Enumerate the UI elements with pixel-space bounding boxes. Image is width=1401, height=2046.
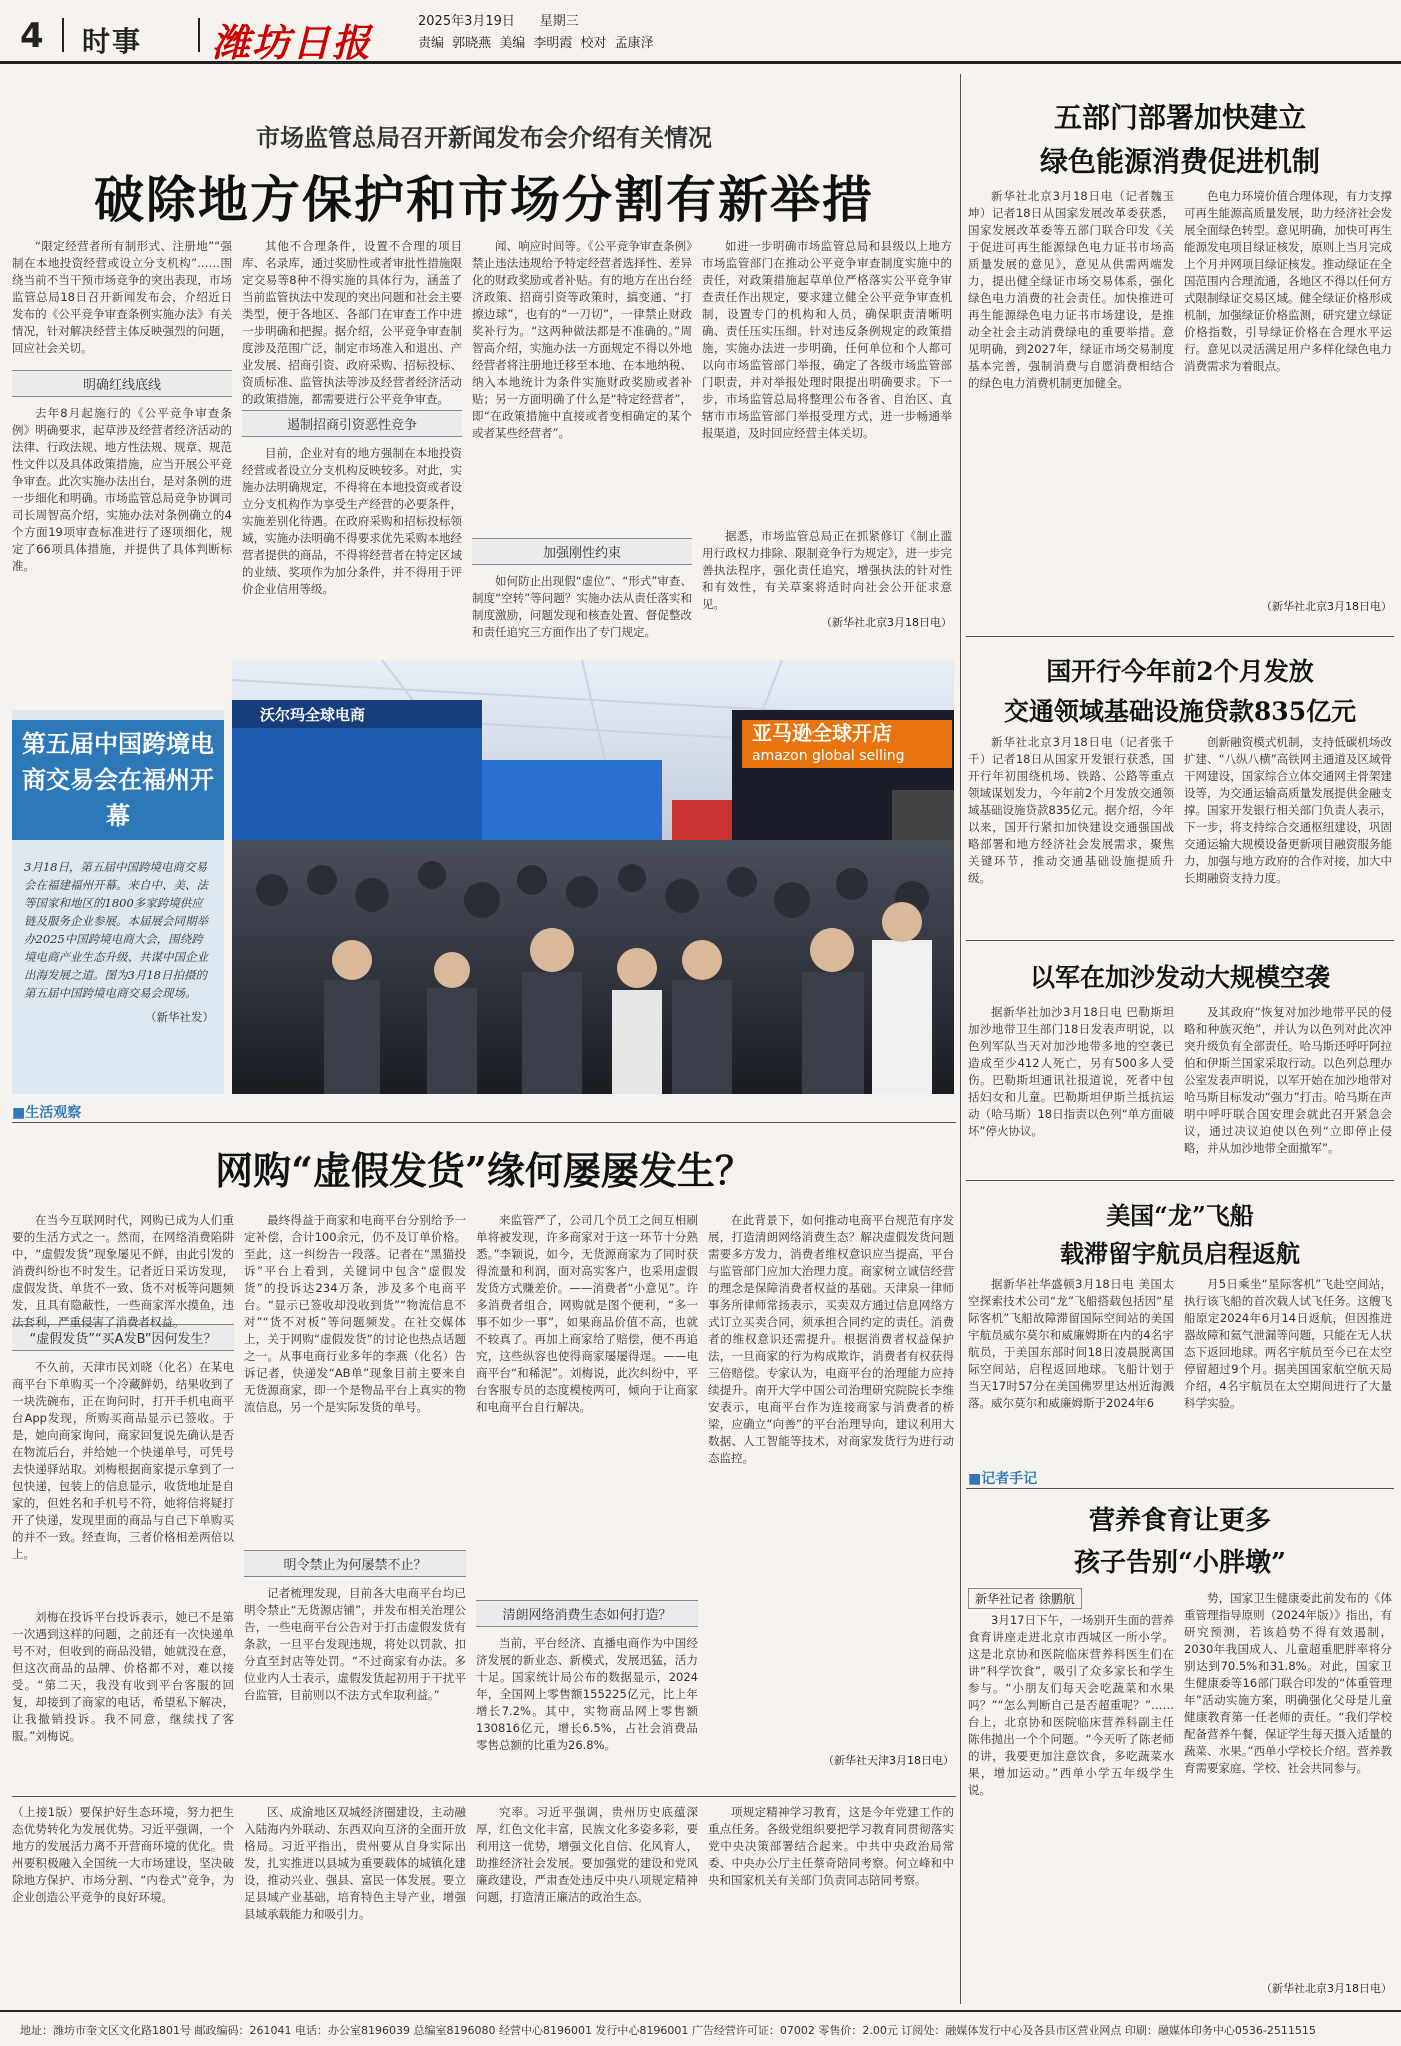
paragraph: 区、成渝地区双城经济圈建设，主动融入陆海内外联动、东西双向互济的全面开放格局。习近平指出，贵州要从自身实际出发，扎实推进以县城为重要载体的城镇化建设，推动兴业、强县、富民一体发展。要立足县域产业基础，培育特色主导产业，增强县域承载能力和吸引力。 — [244, 1805, 466, 1921]
divider — [966, 1180, 1394, 1181]
paragraph: 3月17日下午，一场别开生面的营养食育讲座走进北京市西城区一所小学。这是北京协和医院临床营养科医生们在讲“科学饮食”，吸引了众多家长和学生参与。“小朋友们每天会吃蔬菜和水果吗？”“怎么判断自己是否超重呢？”……台上，北京协和医院临床营养科副主任陈伟抛出一个个问题。“今天听了陈老师的讲，我要更加注意饮食，多吃蔬菜水果，增加运动。”西单小学五年级学生说。 — [968, 1613, 1174, 1797]
walmart-sign: 沃尔玛全球电商 — [260, 706, 366, 724]
footer: 地址：潍坊市奎文区文化路1801号 邮政编码：261041 电话：办公室8196039 总编室8196080 经营中心8196001 发行中心8196001 广告经营许可证：07002 零售价：2.00元 订阅处：融媒体发行中心及各县市区营业网点 印刷：融媒体印务中心0536-2511515 — [0, 2010, 1401, 2046]
masthead — [0, 0, 1401, 64]
paragraph: 如何防止出现假“虚位”、“形式”审查、制度“空转”等问题？实施办法从责任落实和制度激励，问题发现和核查处置、督促整改和责任追究三方面作出了专门规定。 — [472, 574, 692, 639]
caption-text: 3月18日，第五届中国跨境电商交易会在福建福州开幕。来自中、美、法等国家和地区的1800多家跨境供应链及服务企业参展。本届展会同期举办2025中国跨境电商大会，围绕跨境电商产业生态升级、共谋中国企业出海发展之道。图为3月18日拍摄的第五届中国跨境电商交易会现场。 — [24, 860, 208, 1000]
subhead: 明令禁止为何屡禁不止？ — [244, 1550, 466, 1577]
section-title: 时事 — [82, 25, 143, 58]
paragraph: 色电力环境价值合理体现，有力支撑可再生能源高质量发展，助力经济社会发展全面绿色转型。意见明确，加快可再生能源发电项目绿证核发，原则上当月完成上个月并网项目绿证核发。推动绿证在全国范围内合理流通，各地区不得以任何方式限制绿证交易区域。健全绿证价格形成机制，加强绿证价格监测，研究建立绿证价格指数，引导绿证价格在合理水平运行。意见以灵活满足用户多样化绿色电力消费需求为着眼点。 — [1184, 189, 1392, 373]
paragraph: 刘梅在投诉平台投诉表示，她已不是第一次遇到这样的问题，之前还有一次快递单号不对，但收到的商品没错，她就没在意，但这次商品的品牌、价格都不对，难以接受。“第二天，我没有收到平台客服的回复，却接到了商家的电话，希望私下解决，让我撤销投诉。我不同意，继续找了客服。”刘梅说。 — [12, 1610, 234, 1743]
page-number: 4 — [20, 16, 44, 56]
divider — [966, 1488, 1394, 1489]
nutrition-byline: 新华社记者 徐鹏航 — [968, 1588, 1082, 1609]
paragraph: 来监管严了，公司几个员工之间互相刷单将被发现，许多商家对于这一环节十分熟悉。”李颖说，如今，无货源商家为了同时获得流量和利润，面对高实客户，也采用虚假发货方式赚差价。——消费者“小意见”。许多消费者组合，网购就是图个便利，“多一事不如少一事”，如果商品价值不高，也就不较真了。再加上商家给了赔偿，便不再追究，这些纵容也使得商家屡屡得逞。——电商平台“和稀泥”。刘梅说，此次纠纷中，平台客服专员的态度模棱两可，倾向于让商家和电商平台自行解决。 — [476, 1213, 698, 1414]
paragraph: 在当今互联网时代，网购已成为人们重要的生活方式之一。然而，在网络消费陷阱中，“虚假发货”现象屡见不鲜，由此引发的消费纠纷也不时发生。记者近日采访发现，虚假发货、单货不一致、货不对板等问题频发，且具有隐蔽性，一些商家浑水摸鱼，违法套利，严重侵害了消费者权益。 — [12, 1213, 234, 1329]
subhead: 加强刚性约束 — [472, 538, 692, 565]
expo-photo — [232, 660, 954, 1094]
nutrition-column-1 — [968, 1612, 1174, 2004]
amazon-sub-sign: amazon global selling — [752, 748, 905, 764]
lead-column-2 — [242, 238, 462, 638]
photo-credit: （新华社发） — [145, 1010, 214, 1024]
paragraph: 据悉，市场监管总局正在抓紧修订《制止滥用行政权力排除、限制竞争行为规定》，进一步完善执法程序，强化责任追究，增强执法的针对性和有效性，有关草案将适时向社会公开征求意见。 — [702, 529, 952, 611]
paragraph: 最终得益于商家和电商平台分别给予一定补偿，合计100余元，仍不及订单价格。至此，这一纠纷告一段落。记者在“黑猫投诉”平台上看到，关键词中包含“虚假发货”的投诉达234万条，涉及多个电商平台。“显示已签收却没收到货”“物流信息不对”“货不对板”等问题频发。在社交媒体上，关于网购“虚假发货”的讨论也热点话题之一。从事电商行业多年的李燕（化名）告诉记者，快递发“AB单”现象目前主要来自无货源商家，即一个是物品平台上真实的物流信息，另一个是实际发货的单号。 — [244, 1213, 466, 1414]
feature-column-1 — [12, 1212, 234, 1788]
feature-headline: 网购“虚假发货”缘何屡屡发生？ — [215, 1148, 753, 1193]
paragraph: （上接1版）要保护好生态环境，努力把生态优势转化为发展优势。习近平强调，一个地方的发展活力离不开营商环境的优化。贵州要积极融入全国统一大市场建设，坚决破除地方保护、市场分割、“内卷式”竞争，为企业创造公平竞争的良好环境。 — [12, 1805, 234, 1904]
bank-headline-1: 国开行今年前2个月发放 — [1046, 657, 1314, 686]
lead-column-4 — [702, 238, 952, 638]
paragraph: 如进一步明确市场监管总局和县级以上地方市场监管部门在推动公平竞争审查制度实施中的责任，对政策措施起草单位严格落实公平竞争审查责任作出规定，要求建立健全公平竞争审查机制，设置专门的机构和人员，确保职责清晰明确、责任压实压细。针对违反条例规定的政策措施，实施办法进一步明确，任何单位和个人都可以向市场监管部门举报，确定了各级市场监管部门职责，并对举报处理时限提出明确要求。下一步，市场监管总局将整理公布各省、自治区、直辖市市场监管部门举报受理方式，进一步畅通举报渠道，及时回应经营主体关切。 — [702, 239, 952, 440]
credits: 责编 郭晓燕 美编 李明霞 校对 孟康泽 — [418, 36, 654, 51]
paragraph: 闻、响应时间等。《公平竞争审查条例》禁止违法违规给予特定经营者选择性、差异化的财政奖励或者补贴。有的地方在出台经济政策、招商引资等政策时，搞变通、“打擦边球”，也有的“一刀切”，一律禁止财政奖补行为。“这两种做法都是不准确的。”周智高介绍，实施办法一方面规定不得以外地经营者将注册地迁移至本地、在本地纳税、纳入本地统计为条件实施财政奖励或者补贴；另一方面明确了什么是“特定经营者”，即“在政策措施中直接或者变相确定的某个或者某些经营者”。 — [472, 239, 692, 440]
israel-headline: 以军在加沙发动大规模空袭 — [1029, 963, 1330, 992]
paragraph: “限定经营者所有制形式、注册地”“强制在本地投资经营或设立分支机构”……围绕当前不当干预市场竞争的突出表现，市场监管总局18日召开新闻发布会，介绍近日发布的《公平竞争审查条例实施办法》有关情况，针对解决经营主体反映强烈的问题，回应社会关切。 — [12, 239, 232, 355]
paragraph: 记者梳理发现，目前各大电商平台均已明令禁止“无货源店铺”，并发布相关治理公告，一些电商平台公告对于打击虚假发货有条款，一旦平台发现违规，将处以罚款、扣分直至封店等处罚。“不过商家有办法。多位业内人士表示，虚假发货起初用于干扰平台监管，目前则以不法方式牟取利益。” — [244, 1586, 466, 1702]
credit-line: （新华社北京3月18日电） — [1261, 1982, 1392, 1995]
lead-column-1 — [12, 238, 232, 638]
bank-headline-2: 交通领域基础设施贷款835亿元 — [1003, 697, 1357, 726]
divider — [966, 636, 1394, 637]
paragraph: 去年8月起施行的《公平竞争审查条例》明确要求，起草涉及经营者经济活动的法律、行政法规、地方性法规、规章、规范性文件以及具体政策措施，应当开展公平竞争审查。此次实施办法出台，是对条例的进一步细化和明确。市场监管总局竞争协调司司长周智高介绍，实施办法对条例确立的4个方面19项审查标准进行了逐项细化，规定了66项具体措施，并提供了具体判断标准。 — [12, 406, 232, 573]
paragraph: 月5日乘坐“星际客机”飞赴空间站，执行该飞船的首次载人试飞任务。这艘飞船原定2024年6月14日返航，但因推进器故障和氦气泄漏等问题，只能在无人状态下返回地球。两名宇航员至今已在太空停留超过9个月。据美国国家航空航天局介绍，4名宇航员在太空期间进行了大量科学实验。 — [1184, 1277, 1392, 1410]
paragraph: 项规定精神学习教育，这是今年党建工作的重点任务。各级党组织要把学习教育同贯彻落实党中央决策部署结合起来。中共中央政治局常委、中央办公厅主任蔡奇陪同考察。何立峰和中央和国家机关有关部门负责同志陪同考察。 — [708, 1805, 954, 1887]
subhead: 遏制招商引资恶性竞争 — [242, 410, 462, 437]
expo-photo-illustration — [232, 660, 954, 1094]
credit-line: （新华社天津3月18日电） — [823, 1754, 954, 1767]
newspaper-logo: 潍坊日报 — [212, 20, 373, 65]
paragraph: 目前，企业对有的地方强制在本地投资经营或者设立分支机构反映较多。对此，实施办法明确规定，不得将在本地投资或者设立分支机构作为享受生产经营的必要条件，实施差别化待遇。在政府采购和招标投标领域，实施办法明确不得要求优先采购本地经营者提供的商品，不得将经营者在特定区域的业绩、奖项作为加分条件，并不得用于评价企业信用等级。 — [242, 446, 462, 596]
paragraph: 新华社北京3月18日电（记者魏玉坤）记者18日从国家发展改革委获悉，国家发展改革委等五部门联合印发《关于促进可再生能源绿色电力证书市场高质量发展的意见》，意见从供需两端发力，提出健全绿证市场交易体系，强化绿色电力消费的社会责任。加快推进可再生能源绿色电力证书市场建设，是推动全社会主动消费绿电的重要举措。意见明确，到2027年，绿证市场交易制度基本完善，强制消费与自愿消费相结合的绿色电力消费机制更加健全。 — [968, 189, 1174, 390]
lead-column-3 — [472, 238, 692, 638]
paragraph: 不久前，天津市民刘晓（化名）在某电商平台下单购买一个冷藏鲜奶，结果收到了一块洗碗布，正在询问时，打开手机电商平台App发现，所购买商品显示已签收。于是，她向商家询问，商家回复说先确认是否在物流后台，并给她一个快递单号，可凭号去快递驿站取。刘梅根据商家提示拿到了一包快递，包装上的信息显示，收货地址是自家的，但姓名和手机号不符，她将信将疑打开了快递，发现里面的商品与自己下单购买的并不一致。经查询，三者价格相差两倍以上。 — [12, 1360, 234, 1561]
nutrition-headline-1: 营养食育让更多 — [1088, 1506, 1271, 1536]
divider — [966, 940, 1394, 941]
bank-column-1 — [968, 734, 1174, 930]
continued-column-4 — [708, 1804, 954, 2004]
subhead: 清朗网络消费生态如何打造？ — [476, 1600, 698, 1627]
dragon-headline-1: 美国“龙”飞船 — [1106, 1201, 1254, 1230]
paragraph: 在此背景下，如何推动电商平台规范有序发展，打造清朗网络消费生态？解决虚假发货问题需要多方发力，消费者维权意识应当提高，平台与监管部门应加大治理力度。商家树立诚信经营的理念是保障消费者权益的基础。天津泉一律师事务所律师常扬表示，买卖双方通过信息网络方式订立买卖合同，须承担合同约定的责任。消费者的维权意识还需提升。根据消费者权益保护法，一旦商家的行为构成欺诈，消费者有权获得三倍赔偿。专家认为，电商平台的治理能力应持续提升。南开大学中国公司治理研究院院长李维安表示，电商平台作为连接商家与消费者的桥梁，应确立“向善”的平台治理导向，建议利用大数据、人工智能等技术，对商家发货行为进行动态监控。 — [708, 1213, 954, 1465]
divider — [62, 18, 64, 52]
green-column-1 — [968, 188, 1174, 628]
paragraph: 当前，平台经济、直播电商作为中国经济发展的新业态、新模式，发展迅猛，活力十足。国家统计局公布的数据显示，2024年，全国网上零售额155225亿元，比上年增长7.2%。其中，实物商品网上零售额130816亿元，增长6.5%，占社会消费品零售总额的比重为26.8%。 — [476, 1636, 698, 1752]
dragon-column-1 — [968, 1276, 1174, 1456]
subhead: “虚假发货”“买A发B”因何发生？ — [12, 1324, 234, 1351]
paragraph: 势，国家卫生健康委此前发布的《体重管理指导原则（2024年版）》指出，有研究预测，若该趋势不得有效遏制，2030年我国成人、儿童超重肥胖率将分别达到70.5%和31.8%。对此，国家卫生健康委等16部门联合印发的“体重管理年”活动实施方案，明确强化父母是儿童健康教育第一任老师的责任。“我们学校配备营养午餐，保证学生每天摄入适量的蔬菜、水果。”西单小学校长介绍。营养教育需要家庭、学校、社会共同参与。 — [1184, 1591, 1392, 1775]
nutrition-tag: ■记者手记 — [968, 1471, 1038, 1487]
paragraph: 其他不合理条件，设置不合理的项目库、名录库，通过奖励性或者审批性措施限定交易等8种不得实施的具体行为，涵盖了当前监管执法中发现的突出问题和社会主要类型，便于各地区、各部门在审查工作中进一步明确和把握。据介绍，公平竞争审查制度涉及范围广泛，制定市场准入和退出、产业发展、招商引资、政府采购、招标投标、资质标准、监管执法等涉及经营者经济活动的政策措施，都需要进行公平竞争审查。 — [242, 239, 462, 406]
bank-column-2 — [1184, 734, 1392, 930]
divider — [12, 1122, 956, 1123]
feature-column-2 — [244, 1212, 466, 1788]
divider — [12, 1796, 956, 1797]
credit-line: （新华社北京3月18日电） — [1261, 600, 1392, 613]
nutrition-column-2 — [1184, 1590, 1392, 2004]
paragraph: 创新融资模式机制，支持低碳机场改扩建、“八纵八横”高铁网主通道及区域骨干网建设，国家综合立体交通网主骨架建设等，为交通运输高质量发展提供金融支撑。国家开发银行相关部门负责人表示，下一步，将支持综合交通枢纽建设，巩固交通运输大规模设备更新项目融资服务能力，加强与地方政府的合作对接，加大中长期融资支持力度。 — [1184, 735, 1392, 885]
continued-column-3 — [476, 1804, 698, 2004]
nutrition-headline-2: 孩子告别“小胖墩” — [1074, 1548, 1286, 1578]
credit-line: （新华社北京3月18日电） — [821, 616, 952, 629]
lead-headline: 破除地方保护和市场分割有新举措 — [94, 170, 874, 229]
continued-column-2 — [244, 1804, 466, 2004]
feature-column-3 — [476, 1212, 698, 1788]
photo-caption — [24, 858, 214, 1026]
paragraph: 据新华社华盛顿3月18日电 美国太空探索技术公司“龙”飞船搭载包括因“星际客机”飞船故障滞留国际空间站的美国宇航员威尔莫尔和威廉姆斯在内的4名宇航员，于美国东部时间18日凌晨脱离国际空间站，启程返回地球。飞船计划于当天17时57分在美国佛罗里达州近海溅落。威尔莫尔和威廉姆斯于2024年6 — [968, 1277, 1174, 1410]
issue-date: 2025年3月19日 星期三 — [418, 14, 579, 29]
photo-story-title: 第五届中国跨境电商交易会在福州开幕 — [12, 720, 224, 840]
divider — [198, 18, 200, 52]
lead-kicker: 市场监管总局召开新闻发布会介绍有关情况 — [256, 124, 712, 152]
israel-column-1 — [968, 1004, 1174, 1172]
dragon-headline-2: 载滞留宇航员启程返航 — [1060, 1239, 1300, 1268]
green-headline-1: 五部门部署加快建立 — [1053, 101, 1306, 134]
paragraph: 究率。习近平强调，贵州历史底蕴深厚，红色文化丰富，民族文化多姿多彩，要利用这一优势，增强文化自信、化风育人，助推经济社会发展。要加强党的建设和党风廉政建设，严肃查处违反中央八项规定精神问题，打造清正廉洁的政治生态。 — [476, 1805, 698, 1904]
feature-column-4 — [708, 1212, 954, 1788]
subhead: 明确红线底线 — [12, 370, 232, 397]
dragon-column-2 — [1184, 1276, 1392, 1456]
column-rule — [960, 74, 961, 2004]
paragraph: 据新华社加沙3月18日电 巴勒斯坦加沙地带卫生部门18日发表声明说，以色列军队当天对加沙地带多地的空袭已造成至少412人死亡，另有500多人受伤。巴勒斯坦通讯社报道说，死者中包括妇女和儿童。巴勒斯坦伊斯兰抵抗运动（哈马斯）18日指责以色列“单方面破坏”停火协议。 — [968, 1005, 1174, 1138]
continued-column-1 — [12, 1804, 234, 2004]
amazon-sign: 亚马逊全球开店 — [752, 721, 892, 745]
paragraph: 及其政府“恢复对加沙地带平民的侵略和种族灭绝”，并认为以色列对此次冲突升级负有全部责任。哈马斯还呼吁阿拉伯和伊斯兰国家采取行动。以色列总理办公室发表声明说，以军开始在加沙地带对哈马斯目标发动“强力”打击。哈马斯在声明中呼吁联合国安理会就此召开紧急会议，通过决议迫使以色列“立即停止侵略，并从加沙地带全面撤军”。 — [1184, 1005, 1392, 1155]
paragraph: 新华社北京3月18日电（记者张千千）记者18日从国家开发银行获悉，国开行年初围绕机场、铁路、公路等重点领域谋划发力，今年前2个月发放交通领域基础设施贷款835亿元。据介绍，今年以来，国开行紧扣加快建设交通强国战略部署和地方经济社会发展需求，聚焦关键环节，推动交通基础设施提质升级。 — [968, 735, 1174, 885]
green-headline-2: 绿色能源消费促进机制 — [1039, 145, 1320, 178]
israel-column-2 — [1184, 1004, 1392, 1172]
green-column-2 — [1184, 188, 1392, 628]
feature-tag: ■生活观察 — [12, 1105, 82, 1121]
